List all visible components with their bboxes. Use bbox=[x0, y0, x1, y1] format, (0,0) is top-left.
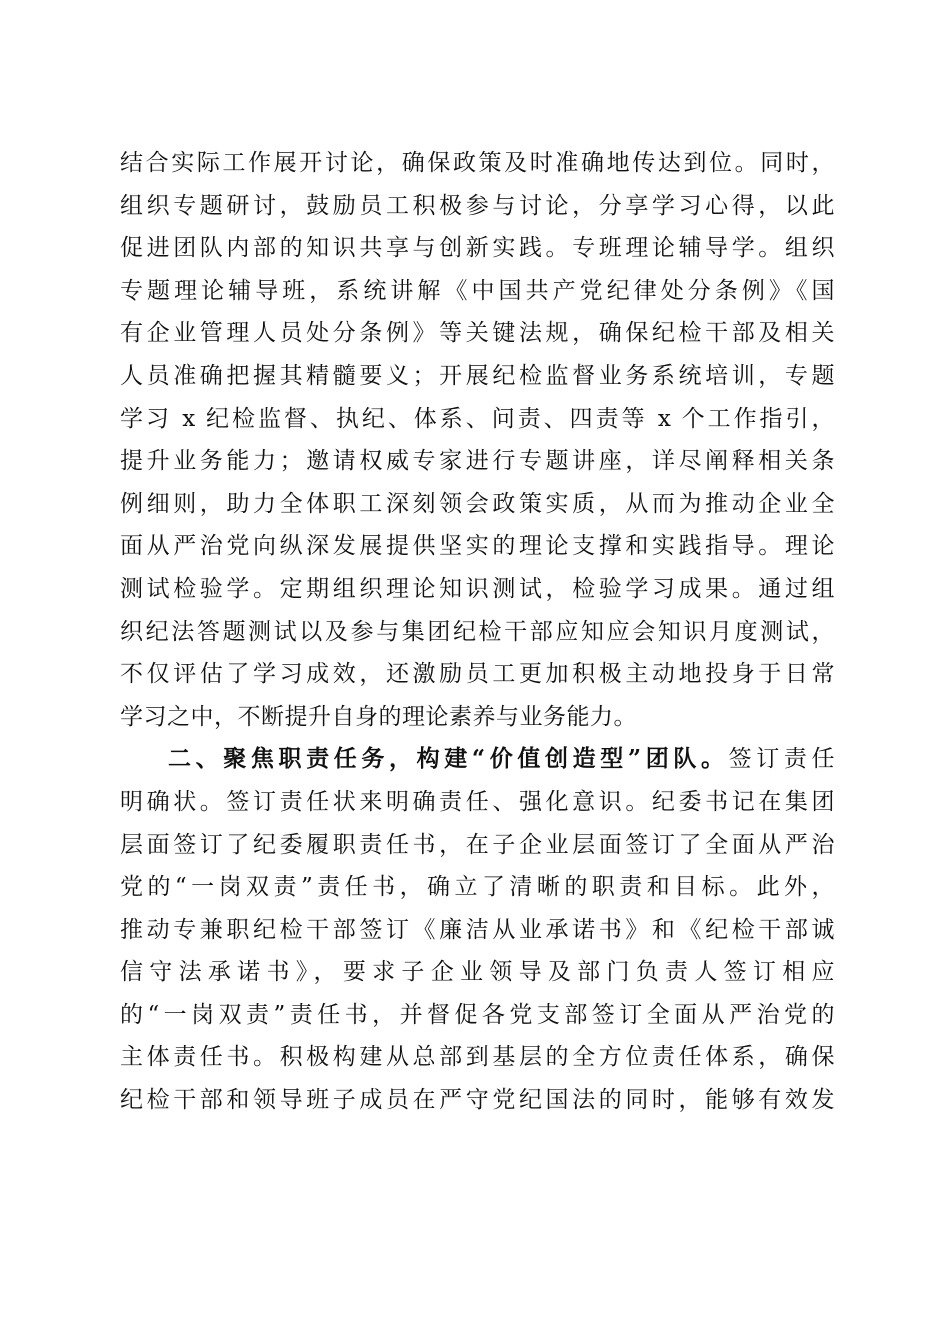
text-line: 面从严治党向纵深发展提供坚实的理论支撑和实践指导。理论 bbox=[120, 533, 835, 560]
text-line: 主体责任书。积极构建从总部到基层的全方位责任体系，确保 bbox=[120, 1044, 835, 1071]
text-line: 测试检验学。定期组织理论知识测试，检验学习成果。通过组 bbox=[120, 575, 835, 602]
text-line: 组织专题研讨，鼓励员工积极参与讨论，分享学习心得，以此 bbox=[120, 192, 835, 219]
section-heading: 二、聚焦职责任务，构建“价值创造型”团队。 bbox=[168, 745, 729, 773]
text-line: 学习之中，不断提升自身的理论素养与业务能力。 bbox=[120, 703, 637, 730]
paragraph-theory-study bbox=[120, 142, 835, 738]
text-line: 专题理论辅导班，系统讲解《中国共产党纪律处分条例》《国 bbox=[120, 277, 835, 304]
text-line: 的“一岗双责”责任书，并督促各党支部签订全面从严治党的 bbox=[120, 1001, 835, 1028]
text-line: 促进团队内部的知识共享与创新实践。专班理论辅导学。组织 bbox=[120, 235, 835, 262]
text-line: 有企业管理人员处分条例》等关键法规，确保纪检干部及相关 bbox=[120, 320, 835, 347]
text-line: 提升业务能力；邀请权威专家进行专题讲座，详尽阐释相关条 bbox=[120, 448, 835, 475]
text-line: 纪检干部和领导班子成员在严守党纪国法的同时，能够有效发 bbox=[120, 1087, 835, 1114]
text-line: 人员准确把握其精髓要义；开展纪检监督业务系统培训，专题 bbox=[120, 362, 835, 389]
text-line: 党的“一岗双责”责任书，确立了清晰的职责和目标。此外， bbox=[120, 874, 835, 901]
text-line: 例细则，助力全体职工深刻领会政策实质，从而为推动企业全 bbox=[120, 490, 835, 517]
text-line: 层面签订了纪委履职责任书，在子企业层面签订了全面从严治 bbox=[120, 831, 835, 858]
text-line: 信守法承诺书》，要求子企业领导及部门负责人签订相应 bbox=[120, 959, 835, 986]
text-line: 学习 x 纪检监督、执纪、体系、问责、四责等 x 个工作指引， bbox=[120, 405, 835, 432]
section-heading-line bbox=[120, 738, 835, 781]
text-line: 织纪法答题测试以及参与集团纪检干部应知应会知识月度测试， bbox=[120, 618, 835, 645]
text-line: 明确状。签订责任状来明确责任、强化意识。纪委书记在集团 bbox=[120, 788, 835, 815]
text-line: 推动专兼职纪检干部签订《廉洁从业承诺书》和《纪检干部诚 bbox=[120, 916, 835, 943]
text-line: 结合实际工作展开讨论，确保政策及时准确地传达到位。同时， bbox=[120, 150, 835, 176]
paragraph-responsibility bbox=[120, 738, 835, 1121]
document-body bbox=[120, 142, 835, 1122]
text-line: 不仅评估了学习成效，还激励员工更加积极主动地投身于日常 bbox=[120, 661, 835, 688]
heading-line-text: 签订责任 bbox=[728, 746, 836, 773]
